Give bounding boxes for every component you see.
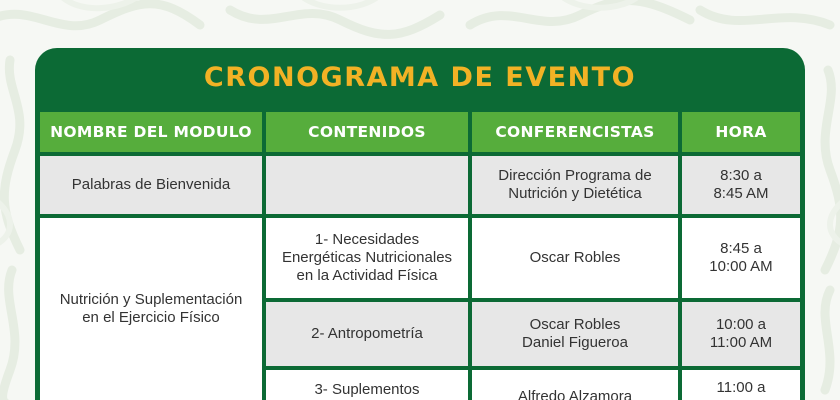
row1-speakers: Dirección Programa de Nutrición y Dietética (472, 156, 678, 214)
row1-time: 8:30 a 8:45 AM (682, 156, 800, 214)
header-contents: CONTENIDOS (266, 112, 468, 152)
row3-speakers: Oscar Robles Daniel Figueroa (472, 302, 678, 366)
row4-speakers: Alfredo Alzamora (472, 370, 678, 400)
row3-time: 10:00 a 11:00 AM (682, 302, 800, 366)
schedule-title: CRONOGRAMA DE EVENTO (203, 62, 637, 93)
header-module: NOMBRE DEL MODULO (40, 112, 262, 152)
row1-module: Palabras de Bienvenida (40, 156, 262, 214)
row2-time: 8:45 a 10:00 AM (682, 218, 800, 298)
row2-contents: 1- Necesidades Energéticas Nutricionales en la Actividad Física (266, 218, 468, 298)
row4-time: 11:00 a (682, 370, 800, 400)
row2-module-text: Nutrición y Suplementación en el Ejercicio Físico (59, 291, 243, 326)
row3-contents: 2- Antropometría (266, 302, 468, 366)
row2-speakers: Oscar Robles (472, 218, 678, 298)
row2-module (40, 218, 262, 400)
row1-contents (266, 156, 468, 214)
row4-contents: 3- Suplementos (266, 370, 468, 400)
header-time: HORA (682, 112, 800, 152)
header-speakers: CONFERENCISTAS (472, 112, 678, 152)
